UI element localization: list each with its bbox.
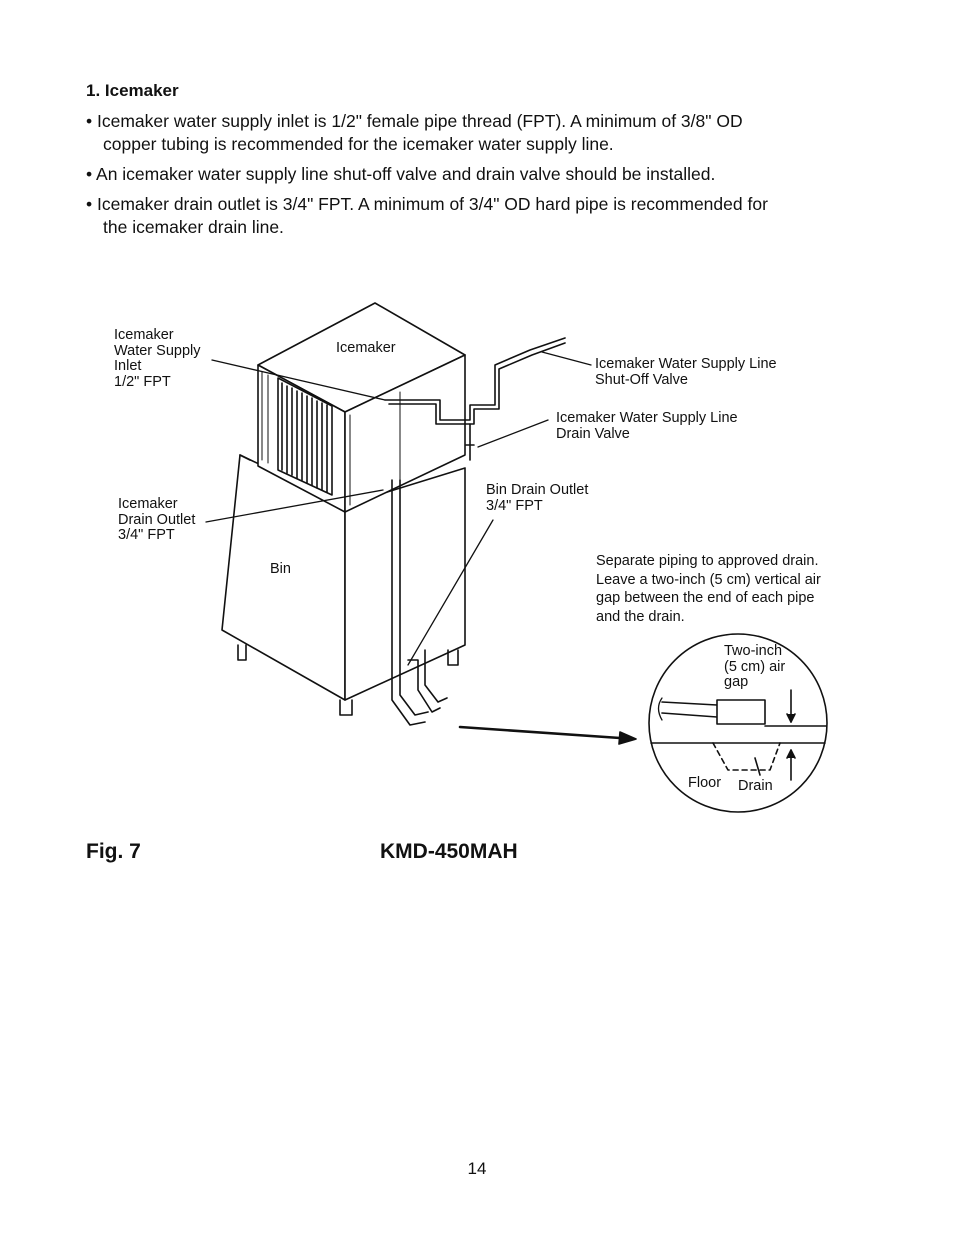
label-shutoff-valve: Icemaker Water Supply Line Shut-Off Valve bbox=[595, 356, 777, 388]
label-water-supply-inlet: Icemaker Water Supply Inlet 1/2" FPT bbox=[114, 327, 201, 390]
label-drain: Drain bbox=[738, 778, 773, 794]
label-bin: Bin bbox=[270, 561, 291, 577]
bullet-line-continued: copper tubing is recommended for the icemaker water supply line. bbox=[103, 134, 614, 154]
bullet-line-continued: the icemaker drain line. bbox=[103, 217, 284, 237]
model-name: KMD-450MAH bbox=[380, 840, 518, 863]
bullet-line: • An icemaker water supply line shut-off valve and drain valve should be installed. bbox=[86, 164, 716, 184]
label-floor: Floor bbox=[688, 775, 722, 791]
section-heading: 1. Icemaker bbox=[86, 81, 179, 100]
label-air-gap: Two-inch (5 cm) air gap bbox=[724, 643, 786, 690]
detail-arrow bbox=[460, 727, 636, 744]
page-number: 14 bbox=[467, 1159, 487, 1178]
label-icemaker-drain-outlet: Icemaker Drain Outlet 3/4" FPT bbox=[118, 496, 196, 543]
label-drain-note: Separate piping to approved drain. Leave a two-inch (5 cm) vertical air gap between the end of each pipe and the drain. bbox=[596, 553, 821, 625]
figure-label: Fig. 7 bbox=[86, 840, 141, 863]
label-drain-valve: Icemaker Water Supply Line Drain Valve bbox=[556, 410, 738, 442]
label-bin-drain-outlet: Bin Drain Outlet 3/4" FPT bbox=[486, 482, 589, 514]
bullet-line: • Icemaker drain outlet is 3/4" FPT. A minimum of 3/4" OD hard pipe is recommended for bbox=[86, 194, 768, 214]
label-icemaker: Icemaker bbox=[336, 340, 396, 356]
bullet-line: • Icemaker water supply inlet is 1/2" female pipe thread (FPT). A minimum of 3/8" OD bbox=[86, 111, 743, 131]
